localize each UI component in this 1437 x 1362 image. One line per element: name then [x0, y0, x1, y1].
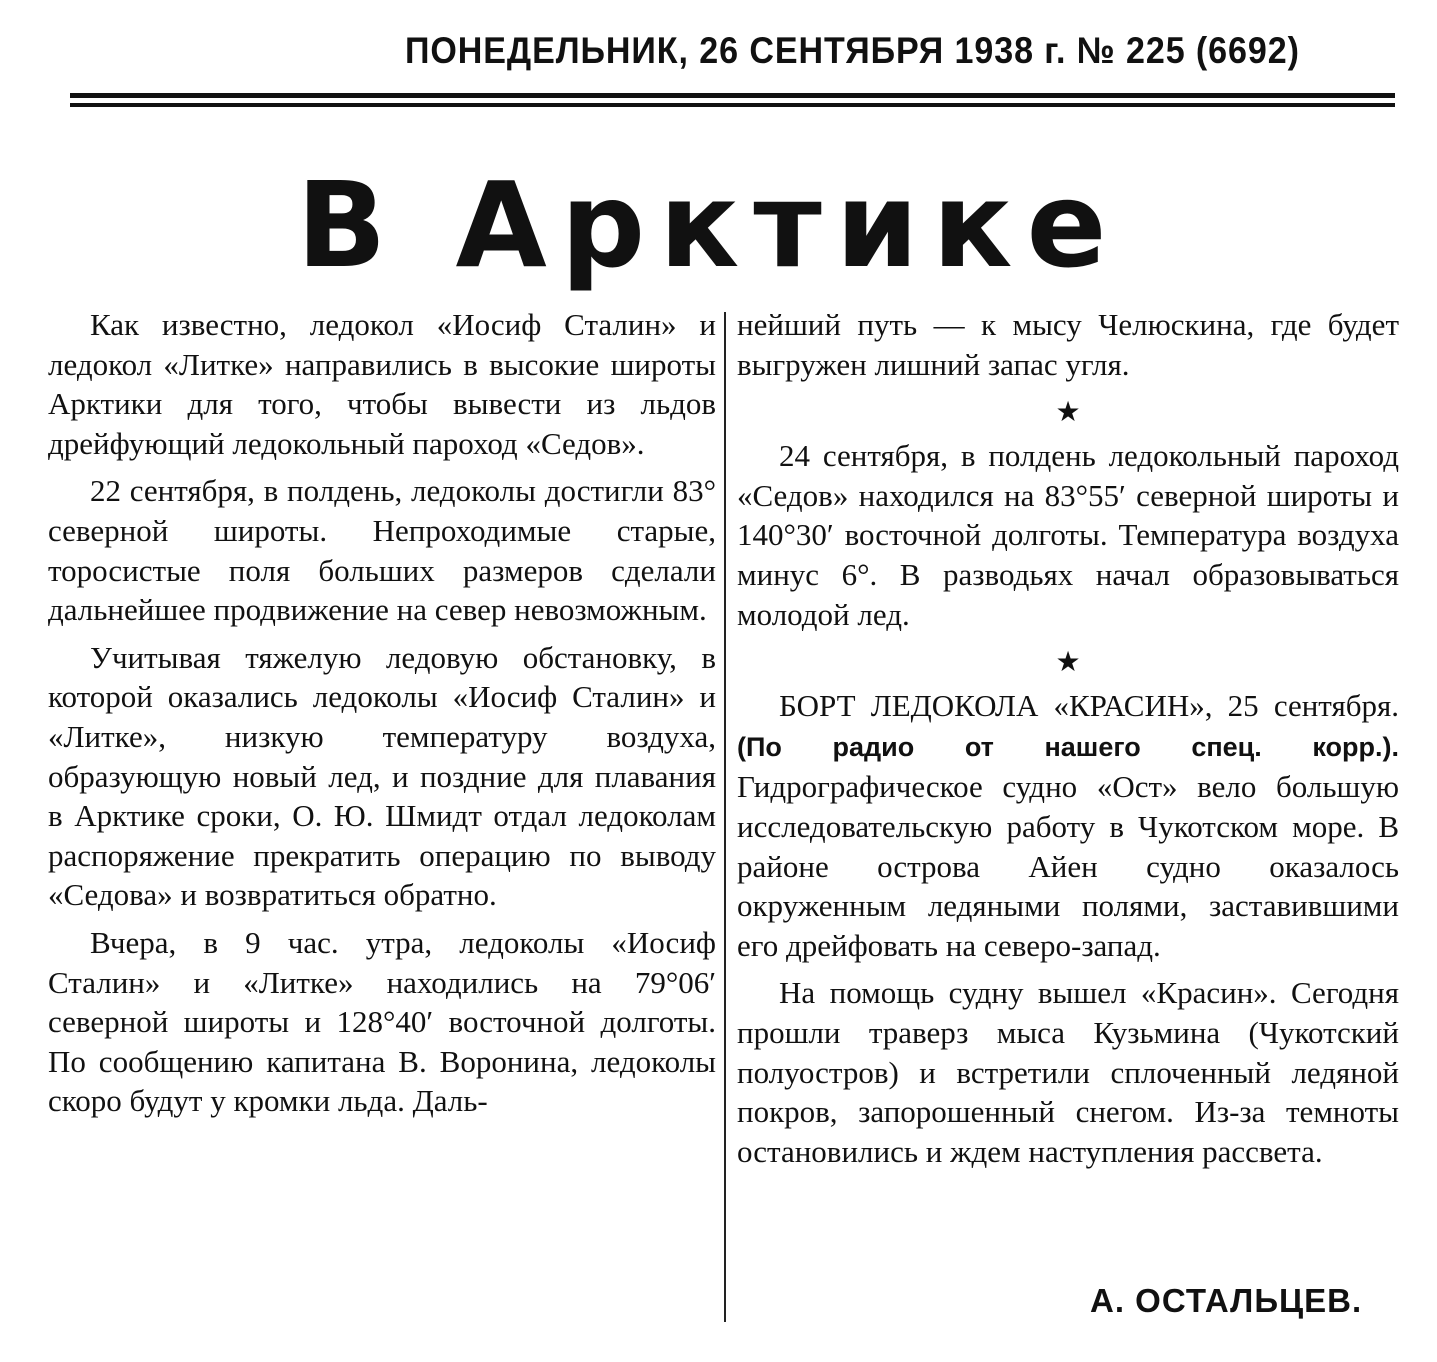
- dispatch-lead: БОРТ ЛЕДОКОЛА «КРАСИН», 25 сентября.: [779, 688, 1399, 724]
- article-paragraph: Учитывая тяжелую ледовую обстановку, в которой оказались ледоколы «Иосиф Сталин» и «Литке», низкую температуру воздуха, образующую новый лед, и поздние для плавания в Арктике сроки, О. Ю. Шмидт отдал ледоколам распоряжение прекратить операцию по выводу «Седова» и возвратиться обратно.: [48, 639, 716, 913]
- article-headline: В Арктике: [296, 156, 1121, 294]
- star-separator: ★: [1055, 395, 1081, 429]
- dispatch-body: Гидрографическое судно «Ост» вело большую исследовательскую работу в Чукотском море. В районе острова Айен судно оказалось окруженным ледяными полями, заставившими его дрейфовать на северо-запад.: [737, 769, 1399, 963]
- article-paragraph: 22 сентября, в полдень, ледоколы достигли 83° северной широты. Непроходимые старые, торосистые поля больших размеров сделали дальнейшее продвижение на север невозможным.: [48, 473, 716, 628]
- issue-dateline: ПОНЕДЕЛЬНИК, 26 СЕНТЯБРЯ 1938 г. № 225 (6692): [405, 30, 1300, 71]
- column-divider: [724, 312, 726, 1322]
- masthead-rule-thin: [70, 103, 1395, 107]
- article-paragraph: Вчера, в 9 час. утра, ледоколы «Иосиф Сталин» и «Литке» находились на 79°06′ северной широты и 128°40′ восточной долготы. По сообщению капитана В. Воронина, ледоколы скоро будут у кромки льда. Даль-: [48, 924, 716, 1119]
- article-paragraph: 24 сентября, в полдень ледокольный пароход «Седов» находился на 83°55′ северной широты и 140°30′ восточной долготы. Температура воздуха минус 6°. В разводьях начал образовываться молодой лед.: [737, 438, 1399, 632]
- dispatch-paragraph: [737, 686, 1399, 965]
- dispatch-source: (По радио от нашего спец. корр.).: [737, 731, 1399, 762]
- article-paragraph: На помощь судну вышел «Красин». Сегодня прошли траверз мыса Кузьмина (Чукотский полуостров) и встретили сплоченный ледяной покров, запорошенный снегом. Из-за темноты остановились и ждем наступления рассвета.: [737, 975, 1399, 1169]
- article-column-left: [48, 305, 716, 1129]
- article-column-right: [737, 305, 1399, 1179]
- author-signature: А. ОСТАЛЬЦЕВ.: [1090, 1282, 1363, 1319]
- masthead-rule-thick: [70, 93, 1395, 98]
- article-paragraph: Как известно, ледокол «Иосиф Сталин» и ледокол «Литке» направились в высокие широты Арктики для того, чтобы вывести из льдов дрейфующий ледокольный пароход «Седов».: [48, 307, 716, 461]
- star-separator: ★: [1055, 645, 1081, 679]
- article-paragraph-continuation: нейший путь — к мысу Челюскина, где будет выгружен лишний запас угля.: [737, 307, 1399, 382]
